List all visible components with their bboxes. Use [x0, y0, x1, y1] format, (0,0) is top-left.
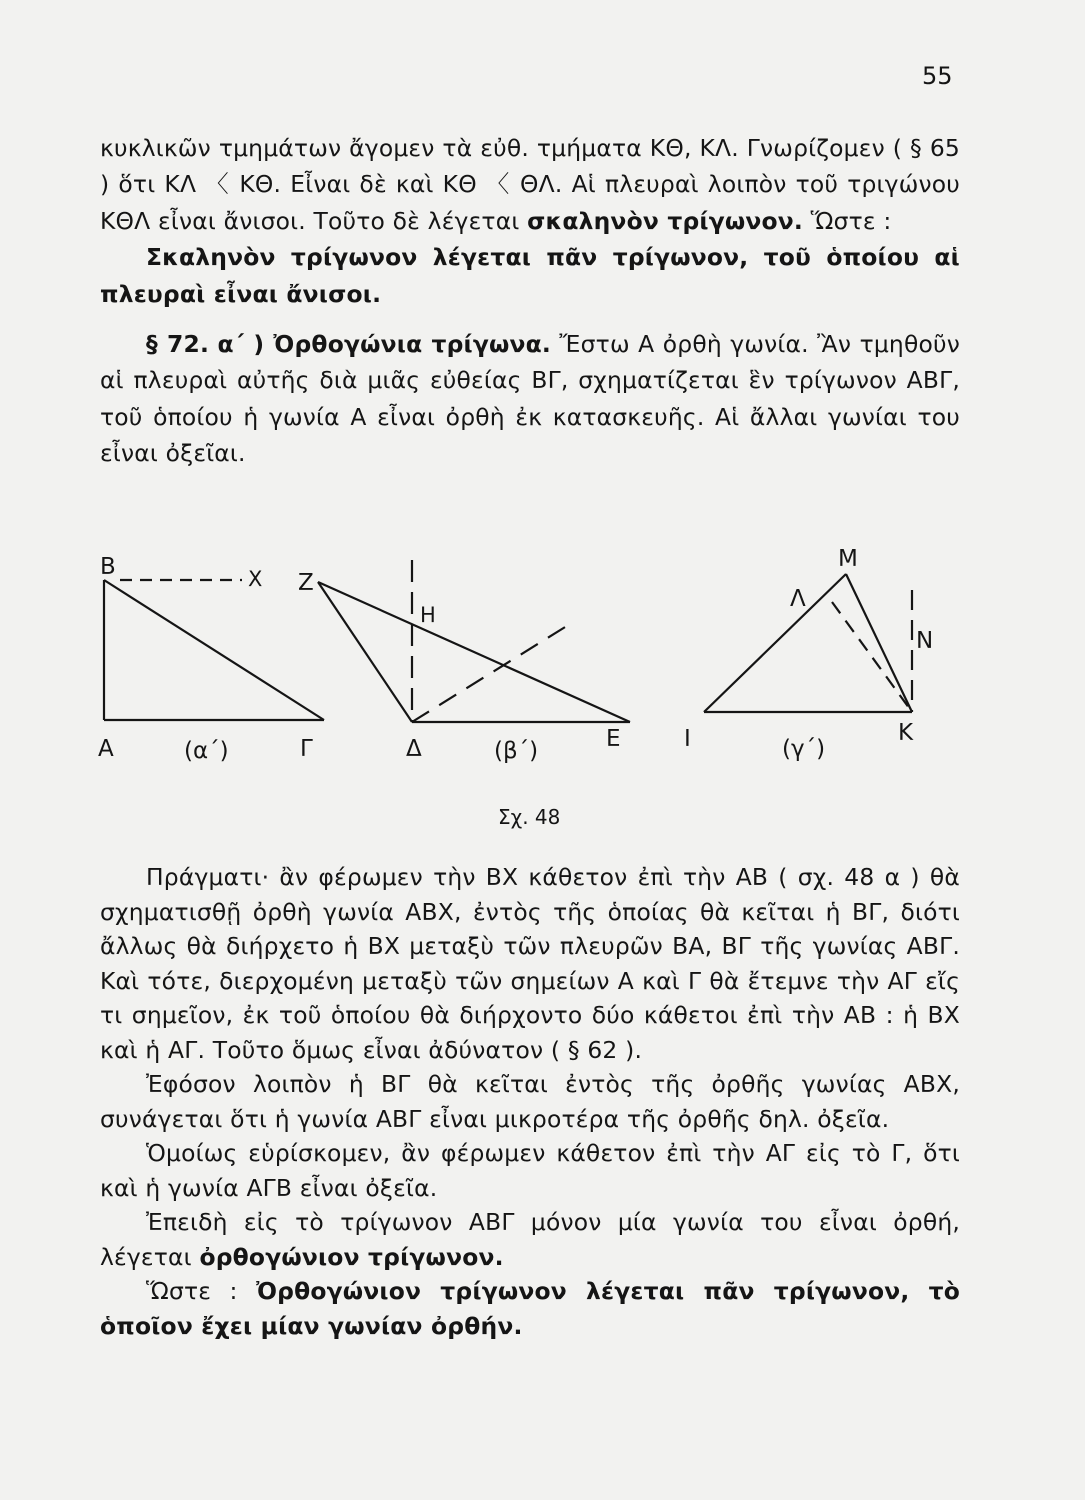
label-I: Ι	[684, 726, 691, 752]
definition-lead: Ὥστε :	[146, 1277, 238, 1305]
scalene-term: σκαληνὸν τρίγωνον.	[527, 206, 803, 235]
label-fig-b: (β΄)	[494, 738, 539, 764]
section-number: § 72.	[146, 330, 210, 359]
label-H: Η	[420, 603, 436, 627]
scalene-text: κυκλικῶν τμημάτων ἄγομεν τὰ εὐθ. τμήματα ΚΘ, ΚΛ. Γνωρίζομεν ( § 65 ) ὅτι ΚΛ 〈 ΚΘ. Εἶναι δὲ καὶ ΚΘ 〈 ΘΛ. Αἱ πλευραὶ λοιπὸν τοῦ τριγώνου ΚΘΛ εἶναι ἄνισοι. Τοῦτο δὲ λέγεται	[100, 134, 960, 235]
label-X: Χ	[248, 567, 263, 591]
label-K: Κ	[898, 720, 914, 746]
paragraph-proof: Πράγματι· ἂν φέρωμεν τὴν ΒΧ κάθετον ἐπὶ τὴν ΑΒ ( σχ. 48 α ) θὰ σχηματισθῇ ὀρθὴ γωνία ΑΒΧ, ἐντὸς τῆς ὁποίας θὰ κεῖται ἡ ΒΓ, διότι ἄλλως θὰ διήρχετο ἡ ΒΧ μεταξὺ τῶν πλευρῶν ΒΑ, ΒΓ τῆς γωνίας ΑΒΓ. Καὶ τότε, διερχομένη μεταξὺ τῶν σημείων Α καὶ Γ θὰ ἔτεμνε τὴν ΑΓ εἴς τι σημεῖον, ἐκ τοῦ ὁποίου θὰ διήρχοντο δύο κάθετοι ἐπὶ τὴν ΑΒ : ἡ ΒΧ καὶ ἡ ΑΓ. Τοῦτο ὅμως εἶναι ἀδύνατον ( § 62 ).	[100, 863, 960, 1064]
scalene-definition: Σκαληνὸν τρίγωνον λέγεται πᾶν τρίγωνον, τοῦ ὁποίου αἱ πλευραὶ εἶναι ἄνισοι.	[100, 243, 960, 308]
segment-BG	[104, 580, 324, 720]
definition-text: Ὀρθογώνιον τρίγωνον λέγεται πᾶν τρίγωνον, τὸ ὁποῖον ἔχει μίαν γωνίαν ὀρθήν.	[100, 1277, 960, 1340]
section-72	[100, 326, 960, 472]
label-fig-a: (α΄)	[184, 738, 229, 764]
segment-IM	[704, 574, 846, 712]
label-B: Β	[100, 554, 116, 580]
upper-text-block	[100, 130, 960, 472]
label-fig-c: (γ΄)	[782, 736, 826, 762]
scalene-conclusion: Ὥστε :	[810, 206, 892, 235]
figure-48	[90, 540, 990, 844]
label-N: Ν	[916, 628, 934, 654]
right-triangle-term: ὀρθογώνιον τρίγωνον.	[199, 1242, 504, 1271]
label-G: Γ	[300, 736, 313, 762]
figure-48-drawing	[90, 540, 990, 840]
paragraph-scalene	[100, 130, 960, 239]
segment-MK	[846, 574, 912, 712]
section-text: Ἔστω Α ὀρθὴ γωνία. Ἂν τμηθοῦν αἱ πλευραὶ αὐτῆς διὰ μιᾶς εὐθείας ΒΓ, σχηματίζεται ἓν τρίγωνον ΑΒΓ, τοῦ ὁποίου ἡ γωνία Α εἶναι ὀρθὴ ἐκ κατασκευῆς. Αἱ ἄλλαι γωνίαι του εἶναι ὀξεῖαι.	[100, 330, 960, 468]
paragraph-conclusion: Ἐφόσον λοιπὸν ἡ ΒΓ θὰ κεῖται ἐντὸς τῆς ὀρθῆς γωνίας ΑΒΧ, συνάγεται ὅτι ἡ γωνία ΑΒΓ εἶναι μικροτέρα τῆς ὀρθῆς δηλ. ὀξεῖα.	[100, 1070, 960, 1133]
label-A: Α	[98, 736, 114, 762]
lower-text-block	[100, 860, 960, 1343]
figure-caption: Σχ. 48	[498, 805, 561, 829]
paragraph-similarly: Ὁμοίως εὑρίσκομεν, ἂν φέρωμεν κάθετον ἐπὶ τὴν ΑΓ εἰς τὸ Γ, ὅτι καὶ ἡ γωνία ΑΓΒ εἶναι ὀξεῖα.	[100, 1139, 960, 1202]
paragraph-since	[100, 1205, 960, 1274]
label-Z: Ζ	[298, 570, 314, 596]
right-triangle-definition	[100, 1274, 960, 1343]
since-text: Ἐπειδὴ εἰς τὸ τρίγωνον ΑΒΓ μόνον μία γωνία του εἶναι ὀρθή, λέγεται	[100, 1208, 960, 1271]
label-L: Λ	[790, 586, 806, 612]
section-title: α΄ ) Ὀρθογώνια τρίγωνα.	[217, 330, 551, 359]
label-D: Δ	[406, 736, 422, 762]
segment-LK-dashed	[832, 602, 912, 712]
page-number: 55	[922, 62, 953, 90]
label-E: Ε	[606, 726, 621, 752]
segment-D-perp-dashed	[412, 624, 570, 722]
label-M: Μ	[838, 546, 858, 572]
